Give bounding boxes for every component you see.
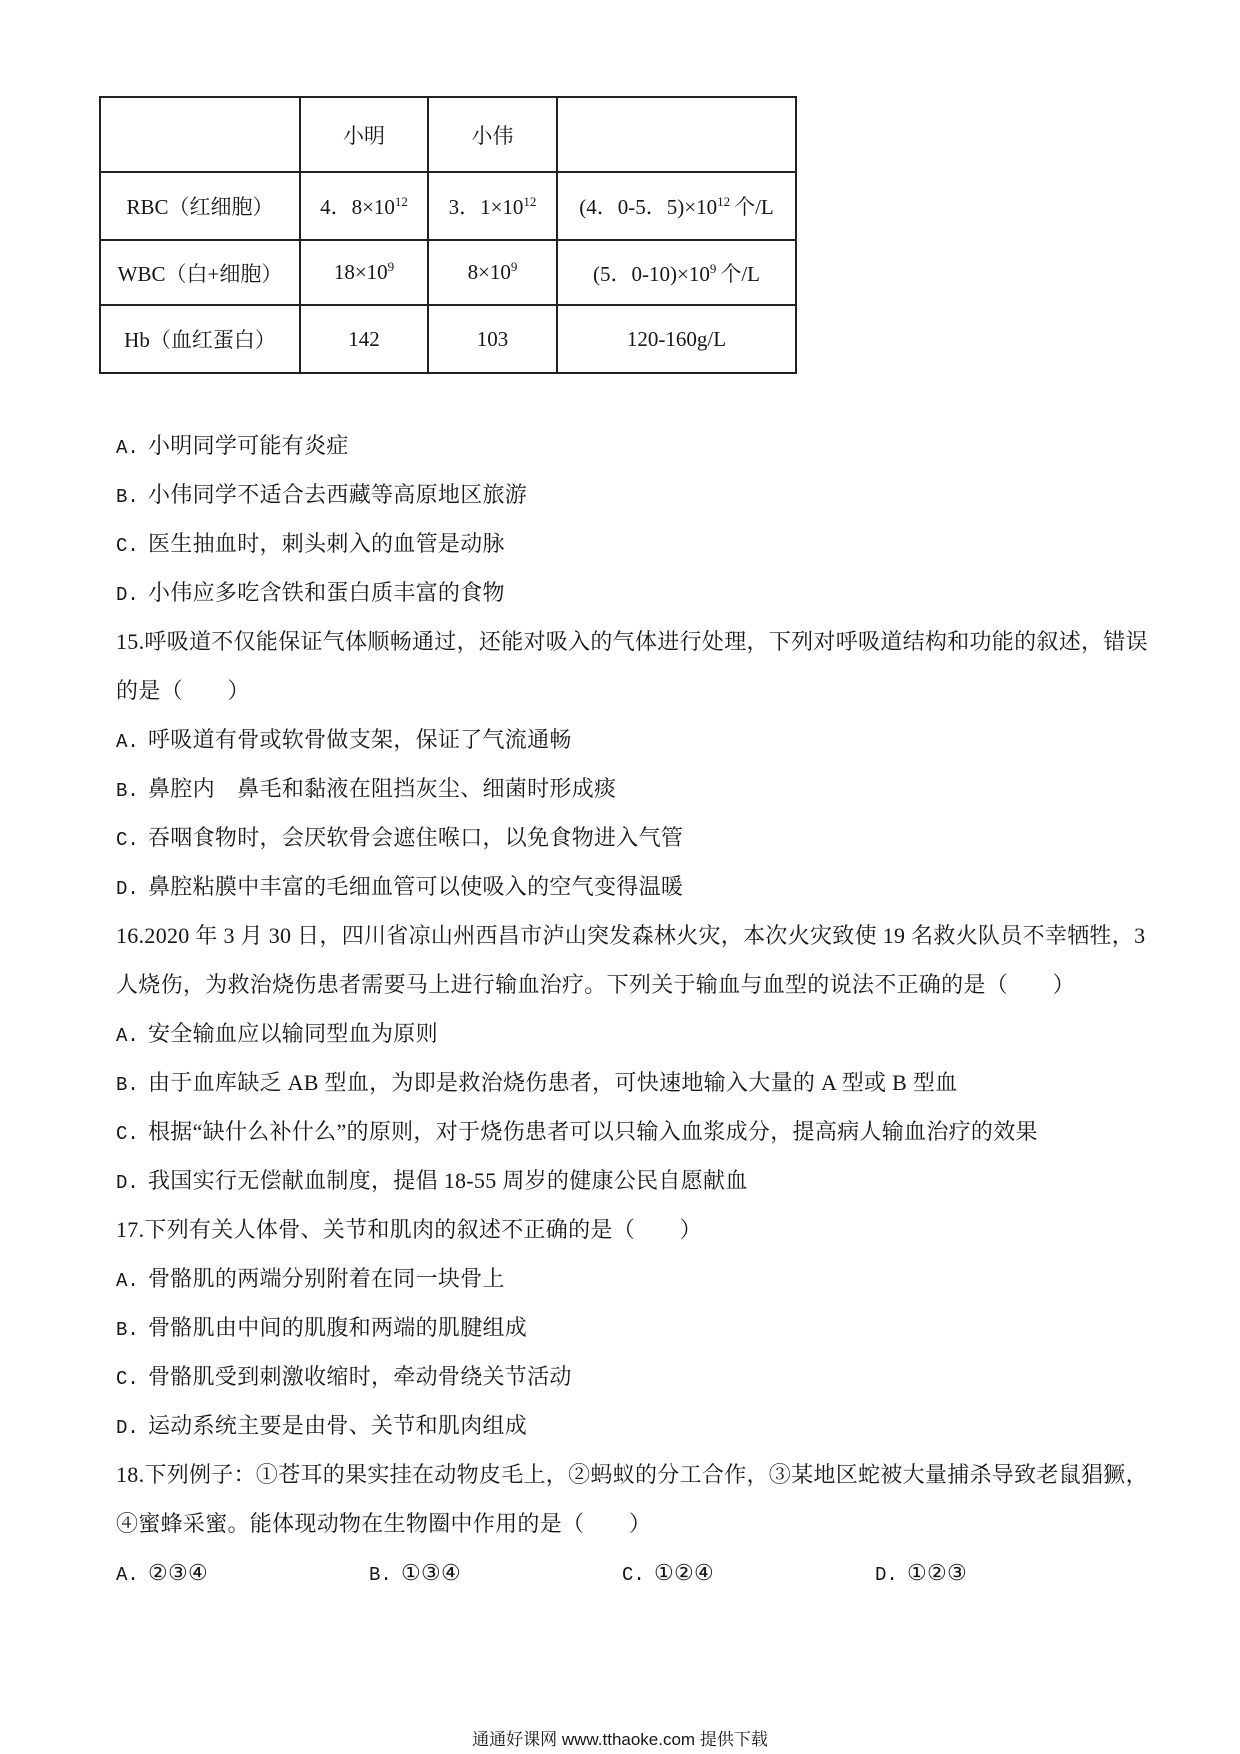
cell-xiaoming-rbc: 4．$8\times 10^{12}$ <box>300 172 428 240</box>
table-header-empty-cell <box>100 97 300 172</box>
q18-option-c: C. ①②④ <box>622 1560 715 1586</box>
q16-option-c: C. 根据“缺什么补什么”的原则，对于烧伤患者可以只输入血浆成分，提高病人输血治疗的效果 <box>116 1119 1038 1145</box>
q14-option-d: D. 小伟应多吃含铁和蛋白质丰富的食物 <box>116 580 505 606</box>
table-row-hb <box>100 305 796 373</box>
q15-option-c: C. 吞咽食物时，会厌软骨会遮住喉口，以免食物进入气管 <box>116 825 684 851</box>
cell-xiaoming-hb: 142 <box>300 305 428 373</box>
q18-stem-line-2: ④蜜蜂采蜜。能体现动物在生物圈中作用的是（ ） <box>116 1511 652 1536</box>
q15-option-a: A. 呼吸道有骨或软骨做支架，保证了气流通畅 <box>116 727 572 753</box>
column-header-xiaoming: 小明 <box>300 97 428 172</box>
q16-stem-line-1: 16.2020 年 3 月 30 日，四川省凉山州西昌市泸山突发森林火灾，本次火灾致使 19 名救火队员不幸牺牲，3 <box>116 923 1146 948</box>
q15-option-b: B. 鼻腔内 鼻毛和黏液在阻挡灰尘、细菌时形成痰 <box>116 776 617 802</box>
cell-xiaowei-wbc: $8\times 10^9$ <box>428 240 557 305</box>
q16-option-a: A. 安全输血应以输同型血为原则 <box>116 1021 438 1047</box>
q17-option-b: B. 骨骼肌由中间的肌腹和两端的肌腱组成 <box>116 1315 528 1341</box>
q18-stem-line-1: 18.下列例子：①苍耳的果实挂在动物皮毛上，②蚂蚁的分工合作，③某地区蛇被大量捕杀导致老鼠猖獗， <box>116 1462 1148 1487</box>
cell-xiaowei-rbc: 3．$1\times 10^{12}$ <box>428 172 557 240</box>
table-row-rbc <box>100 172 796 240</box>
q18-option-b: B. ①③④ <box>369 1560 462 1586</box>
cell-xiaowei-hb: 103 <box>428 305 557 373</box>
q17-stem: 17.下列有关人体骨、关节和肌肉的叙述不正确的是（ ） <box>116 1217 702 1242</box>
q14-option-c: C. 医生抽血时，刺头刺入的血管是动脉 <box>116 531 505 557</box>
question-list <box>116 421 1148 1597</box>
q14-option-b: B. 小伟同学不适合去西藏等高原地区旅游 <box>116 482 528 508</box>
q15-stem-line-2: 的是（ ） <box>116 678 250 703</box>
row-label-rbc: RBC（红细胞） <box>100 172 300 240</box>
row-label-wbc: WBC（白+细胞） <box>100 240 300 305</box>
table-header-empty-cell <box>557 97 796 172</box>
table-row-wbc <box>100 240 796 305</box>
cell-xiaoming-wbc: $18\times 10^9$ <box>300 240 428 305</box>
q17-option-a: A. 骨骼肌的两端分别附着在同一块骨上 <box>116 1266 505 1292</box>
blood-test-table <box>99 96 797 374</box>
q18-options-row <box>116 1548 1148 1597</box>
q17-option-d: D. 运动系统主要是由骨、关节和肌肉组成 <box>116 1413 528 1439</box>
cell-reference-rbc: (4．0-5．$5)\times 10^{12}$ 个/L <box>557 172 796 240</box>
q15-option-d: D. 鼻腔粘膜中丰富的毛细血管可以使吸入的空气变得温暖 <box>116 874 684 900</box>
q18-option-a: A. ②③④ <box>116 1560 209 1586</box>
cell-reference-hb: 120-160g/L <box>557 305 796 373</box>
page-footer: 通通好课网 www.tthaoke.com 提供下载 <box>472 1730 768 1749</box>
q16-option-d: D. 我国实行无偿献血制度，提倡 18-55 周岁的健康公民自愿献血 <box>116 1168 748 1194</box>
q16-option-b: B. 由于血库缺乏 AB 型血，为即是救治烧伤患者，可快速地输入大量的 A 型或 B 型血 <box>116 1070 958 1096</box>
q14-option-a: A. 小明同学可能有炎症 <box>116 433 349 459</box>
table-header-row <box>100 97 796 172</box>
q16-stem-line-2: 人烧伤，为救治烧伤患者需要马上进行输血治疗。下列关于输血与血型的说法不正确的是（ ） <box>116 972 1075 997</box>
q15-stem-line-1: 15.呼吸道不仅能保证气体顺畅通过，还能对吸入的气体进行处理，下列对呼吸道结构和功能的叙述，错误 <box>116 629 1148 654</box>
q17-option-c: C. 骨骼肌受到刺激收缩时，牵动骨绕关节活动 <box>116 1364 572 1390</box>
q18-option-d: D. ①②③ <box>875 1560 968 1586</box>
cell-reference-wbc: (5．$0-10)\times 10^9$ 个/L <box>557 240 796 305</box>
row-label-hb: Hb（血红蛋白） <box>100 305 300 373</box>
column-header-xiaowei: 小伟 <box>428 97 557 172</box>
